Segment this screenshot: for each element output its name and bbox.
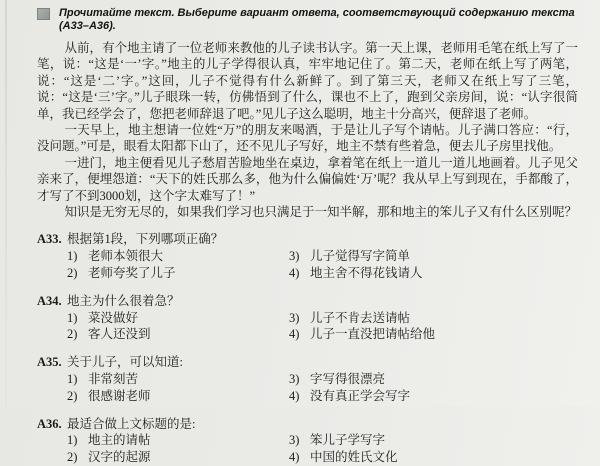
answer-option [67,265,289,282]
option-text: 非常刻苦 [88,372,139,387]
passage-paragraph: 知识是无穷无尽的，如果我们学习也只满足于一知半解，那和地主的笨儿子又有什么区别呢？ [64,205,578,220]
question-number: A34. [37,293,62,308]
question-prompt: 最适合做上文标题的是: [67,416,196,431]
question-header [37,416,578,433]
answer-option [289,248,578,265]
option-number: 2) [67,450,78,465]
question-header [37,231,578,248]
option-number: 2) [67,266,78,281]
option-number: 2) [67,327,78,342]
question-a36 [37,416,578,466]
option-grid [67,371,578,405]
option-text: 中国的姓氏文化 [310,450,398,465]
option-text: 老师夸奖了儿子 [88,266,176,281]
passage-paragraph: 从前，有个地主请了一位老师来教他的儿子读书认字。第一天上课，老师用毛笔在纸上写了一笔，说：“这是‘一’字。”地主的儿子学得很认真，牢牢地记住了。第二天，老师在纸上写了两笔，说：“这是‘二’字。”这回，儿子不觉得有什么新鲜了。到了第三天，老师又在纸上写了三笔，说：“这是‘三’字。”儿子眼珠一转，仿佛悟到了什么，课也不上了，跑到父亲房间，说：“认字很简单，我已经学会了，您把老师辞退了吧。”见儿子这么聪明，地主十分高兴，便辞退了老师。 [37,41,578,121]
reading-passage [37,40,578,220]
option-grid [67,432,578,466]
option-grid [67,310,578,344]
answer-option [289,326,578,343]
option-text: 笨儿子学写字 [310,433,386,448]
option-text: 没有真正学会写字 [310,388,411,403]
option-number: 3) [289,372,300,387]
question-number: A36. [37,416,62,431]
option-number: 2) [67,388,78,403]
question-a34 [37,293,578,343]
question-a35 [37,354,578,404]
task-instruction: Прочитайте текст. Выберите вариант ответа, соответствующий содержанию текста (А33–А36). [59,7,575,32]
option-number: 4) [289,266,300,281]
option-text: 字写得很漂亮 [310,372,386,387]
option-text: 菜没做好 [88,310,139,325]
answer-option [289,265,578,282]
option-number: 3) [289,433,300,448]
answer-option [289,432,578,449]
passage-paragraph: 一进门，地主便看见儿子愁眉苦脸地坐在桌边，拿着笔在纸上一道儿一道儿地画着。儿子见父亲来了，便埋怨道：“天下的姓氏那么多，他为什么偏偏姓‘万’呢？我从早上写到现在，手都酸了，才写了不到3000划，这个字太难写了！” [37,155,578,203]
answer-option [289,371,578,388]
option-number: 4) [289,450,300,465]
option-number: 1) [67,433,78,448]
question-a33 [37,231,578,281]
option-text: 地主的请帖 [88,433,151,448]
option-number: 3) [289,310,300,325]
answer-option [67,326,289,343]
option-number: 1) [67,249,78,264]
question-prompt: 关于儿子，可以知道: [67,355,183,370]
question-number: A33. [37,232,62,247]
answer-option [289,449,578,466]
question-prompt: 地主为什么很着急？ [67,293,180,308]
question-prompt: 根据第1段，下列哪项正确？ [67,232,224,247]
answer-option [67,388,289,405]
section-marker-icon [37,8,50,20]
question-list [37,231,578,466]
answer-option [289,310,578,327]
option-grid [67,248,578,282]
option-text: 客人还没到 [88,327,151,342]
option-text: 儿子一直没把请帖给他 [310,327,436,342]
answer-option [67,310,289,327]
option-number: 4) [289,388,300,403]
answer-option [67,449,289,466]
answer-option [67,432,289,449]
answer-option [289,388,578,405]
option-number: 1) [67,310,78,325]
option-number: 4) [289,327,300,342]
answer-option [67,248,289,265]
question-header [37,354,578,371]
option-number: 1) [67,372,78,387]
option-number: 3) [289,249,300,264]
instruction-row [37,7,578,33]
option-text: 地主舍不得花钱请人 [310,266,423,281]
question-header [37,293,578,310]
option-text: 儿子不肯去送请帖 [310,310,411,325]
question-number: A35. [37,355,62,370]
option-text: 汉字的起源 [88,450,151,465]
answer-option [67,371,289,388]
passage-paragraph: 一天早上，地主想请一位姓“万”的朋友来喝酒，于是让儿子写个请帖。儿子满口答应：“行，没问题。”可是，眼看太阳都下山了，还不见儿子写好，地主不禁有些着急，便去儿子房里找他。 [37,123,578,154]
option-text: 儿子觉得写字简单 [310,249,411,264]
option-text: 很感谢老师 [88,388,151,403]
option-text: 老师本领很大 [88,249,164,264]
